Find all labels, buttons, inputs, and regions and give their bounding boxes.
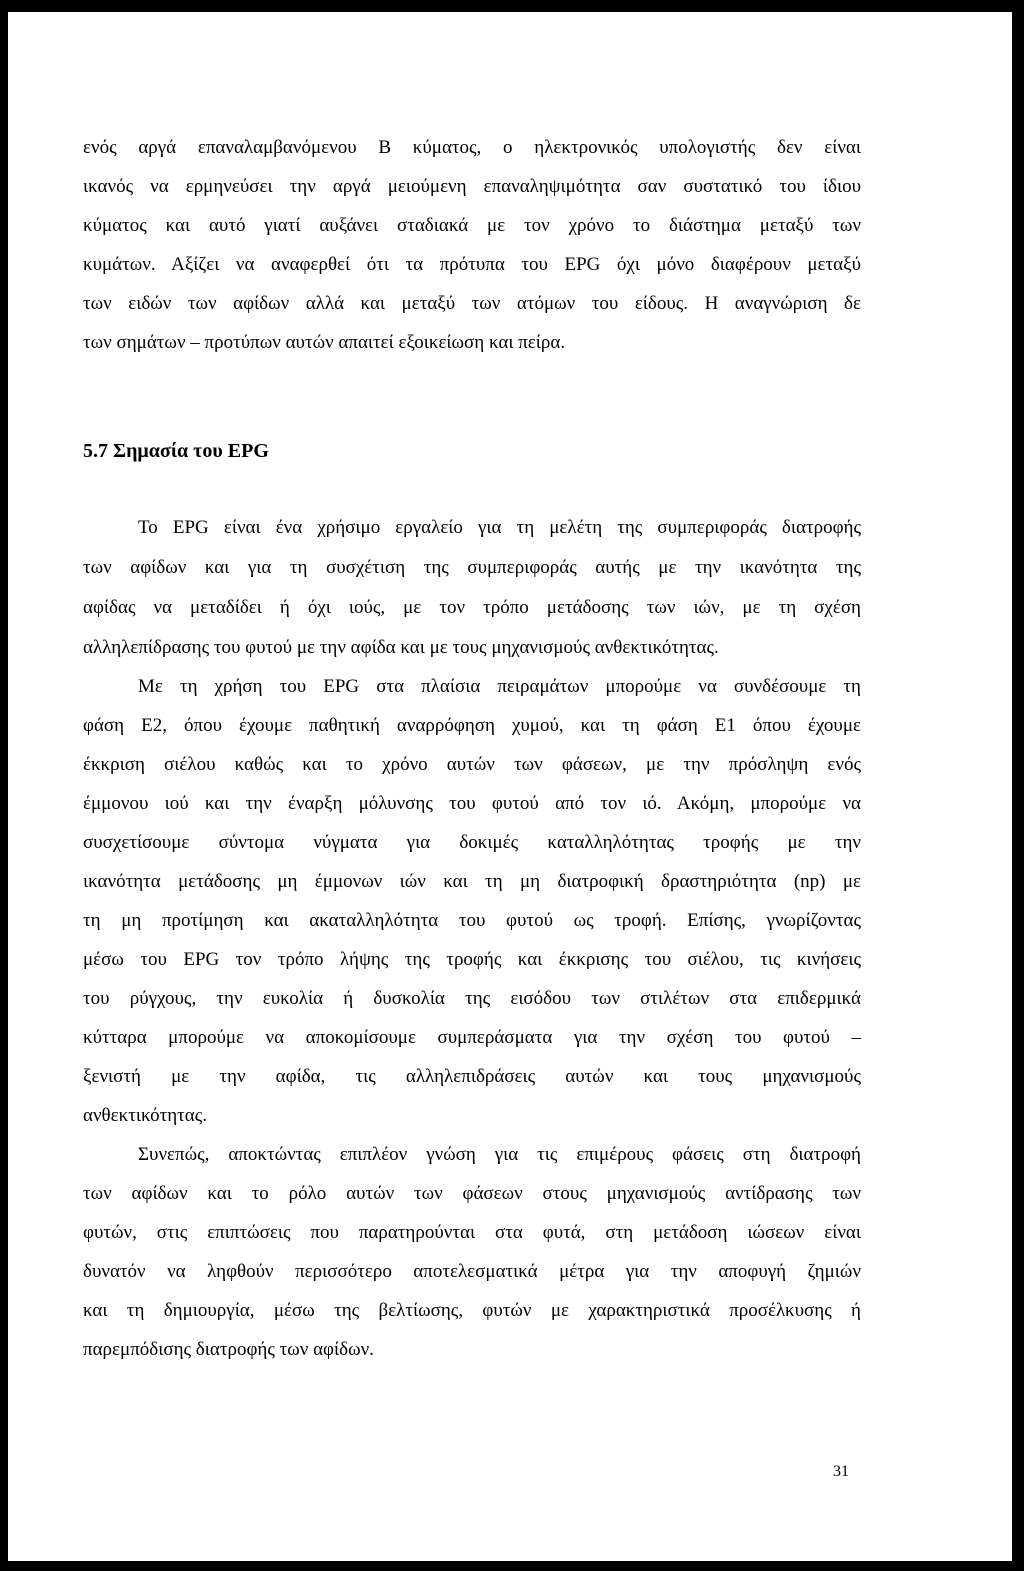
text-line: έκκριση σιέλου καθώς και το χρόνο αυτών των φάσεων, με την πρόσληψη ενός [83,754,861,775]
text-line: των αφίδων και για τη συσχέτιση της συμπεριφοράς αυτής με την ικανότητα της [83,557,861,578]
text-line: Το EPG είναι ένα χρήσιμο εργαλείο για τη μελέτη της συμπεριφοράς διατροφής [138,517,861,538]
text-line: των σημάτων – προτύπων αυτών απαιτεί εξοικείωση και πείρα. [83,332,566,353]
text-line: τη μη προτίμηση και ακαταλληλότητα του φυτού ως τροφή. Επίσης, γνωρίζοντας [83,910,861,931]
text-line: έμμονου ιού και την έναρξη μόλυνσης του φυτού από τον ιό. Ακόμη, μπορούμε να [83,793,861,814]
text-line: ικανότητα μετάδοσης μη έμμονων ιών και τη μη διατροφική δραστηριότητα (np) με [83,871,861,892]
text-line: ικανός να ερμηνεύσει την αργά μειούμενη επαναληψιμότητα σαν συστατικό του ίδιου [83,176,861,197]
text-line: μέσω του EPG τον τρόπο λήψης της τροφής και έκκρισης του σιέλου, τις κινήσεις [83,949,861,970]
text-line: Συνεπώς, αποκτώντας επιπλέον γνώση για τις επιμέρους φάσεις στη διατροφή [138,1144,861,1165]
text-line: ανθεκτικότητας. [83,1105,208,1126]
text-line: κυμάτων. Αξίζει να αναφερθεί ότι τα πρότυπα του EPG όχι μόνο διαφέρουν μεταξύ [83,254,861,275]
document-page [8,12,1012,1561]
text-line: δυνατόν να ληφθούν περισσότερο αποτελεσματικά μέτρα για την αποφυγή ζημιών [83,1261,861,1282]
text-line: του ρύγχους, την ευκολία ή δυσκολία της εισόδου των στιλέτων στα επιδερμικά [83,988,861,1009]
text-line: αλληλεπίδρασης του φυτού με την αφίδα και με τους μηχανισμούς ανθεκτικότητας. [83,637,719,658]
text-line: φάση Ε2, όπου έχουμε παθητική αναρρόφηση χυμού, και τη φάση Ε1 όπου έχουμε [83,715,861,736]
page-number: 31 [833,1463,849,1480]
text-line: και τη δημιουργία, μέσω της βελτίωσης, φυτών με χαρακτηριστικά προσέλκυσης ή [83,1300,861,1321]
text-line: Με τη χρήση του EPG στα πλαίσια πειραμάτων μπορούμε να συνδέσουμε τη [138,676,861,697]
text-line: των ειδών των αφίδων αλλά και μεταξύ των ατόμων του είδους. Η αναγνώριση δε [83,293,861,314]
text-line: παρεμπόδισης διατροφής των αφίδων. [83,1339,374,1360]
text-line: αφίδας να μεταδίδει ή όχι ιούς, με τον τρόπο μετάδοσης των ιών, με τη σχέση [83,597,861,618]
text-line: κύτταρα μπορούμε να αποκομίσουμε συμπεράσματα για την σχέση του φυτού – [83,1027,861,1048]
text-line: φυτών, στις επιπτώσεις που παρατηρούνται στα φυτά, στη μετάδοση ιώσεων είναι [83,1222,861,1243]
text-line: συσχετίσουμε σύντομα νύγματα για δοκιμές καταλληλότητας τροφής με την [83,832,861,853]
text-line: ενός αργά επαναλαμβανόμενου Β κύματος, ο ηλεκτρονικός υπολογιστής δεν είναι [83,137,861,158]
section-heading: 5.7 Σημασία του EPG [83,440,269,462]
text-line: κύματος και αυτό γιατί αυξάνει σταδιακά με τον χρόνο το διάστημα μεταξύ των [83,215,861,236]
text-line: των αφίδων και το ρόλο αυτών των φάσεων στους μηχανισμούς αντίδρασης των [83,1183,861,1204]
text-line: ξενιστή με την αφίδα, τις αλληλεπιδράσεις αυτών και τους μηχανισμούς [83,1066,861,1087]
